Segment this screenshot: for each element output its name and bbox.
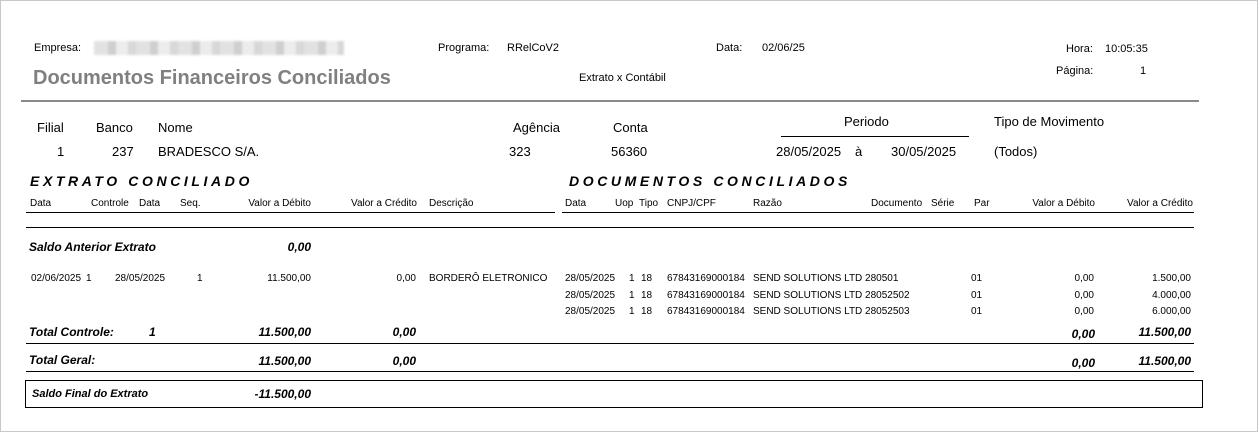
doc-col-serie: Série [931, 198, 955, 209]
agencia-value: 323 [509, 144, 531, 159]
doc-row-razao-documento: SEND SOLUTIONS LTD 28052503 [753, 306, 910, 317]
doc-row-credito: 6.000,00 [1152, 306, 1191, 317]
saldo-final-box [25, 380, 1203, 408]
filial-value: 1 [57, 144, 65, 159]
nome-value: BRADESCO S/A. [158, 144, 260, 159]
agencia-label: Agência [513, 120, 560, 135]
periodo-underline [781, 136, 969, 137]
doc-row-tipo: 18 [641, 273, 653, 284]
doc-row-uop: 1 [629, 273, 635, 284]
banco-value: 237 [112, 144, 134, 159]
doc-row-cnpj: 67843169000184 [667, 273, 745, 284]
filial-label: Filial [37, 120, 64, 135]
doc-row-credito: 1.500,00 [1152, 273, 1191, 284]
pagina-label: Página: [1056, 65, 1094, 77]
extrato-row-seq: 1 [197, 273, 203, 284]
saldo-anterior-value: 0,00 [287, 240, 311, 254]
extrato-col-descricao: Descrição [429, 198, 474, 209]
empresa-redacted [94, 41, 344, 55]
empresa-label: Empresa: [34, 42, 82, 54]
doc-row-tipo: 18 [641, 306, 653, 317]
doc-row-data: 28/05/2025 [565, 306, 616, 317]
hora-value: 10:05:35 [1105, 43, 1148, 55]
data-value: 02/06/25 [762, 42, 805, 54]
nome-label: Nome [158, 120, 193, 135]
doc-col-debito: Valor a Débito [1032, 198, 1095, 209]
extrato-section-title: EXTRATO CONCILIADO [30, 173, 253, 189]
extrato-col-data2: Data [139, 198, 161, 209]
total-controle-rule [26, 343, 1194, 344]
tipo-label: Tipo de Movimento [994, 114, 1105, 129]
total-controle-label: Total Controle: [29, 325, 114, 339]
extrato-row-controle: 1 [86, 273, 92, 284]
programa-value: RRelCoV2 [507, 42, 559, 54]
pagina-value: 1 [1140, 65, 1147, 77]
total-geral-doc-credito: 11.500,00 [1138, 354, 1191, 368]
doc-col-uop: Uop [615, 198, 634, 209]
doc-col-razao: Razão [753, 198, 782, 209]
total-controle-debito: 11.500,00 [258, 325, 311, 339]
doc-row-par: 01 [971, 290, 983, 301]
doc-row-par: 01 [971, 273, 983, 284]
extrato-col-controle: Controle [91, 198, 129, 209]
total-controle-doc-debito: 0,00 [1071, 327, 1095, 341]
extrato-col-debito: Valor a Débito [248, 198, 311, 209]
extrato-col-data: Data [30, 198, 52, 209]
periodo-start: 28/05/2025 [776, 144, 842, 159]
doc-header-rule [562, 212, 1194, 213]
data-label: Data: [716, 42, 743, 54]
doc-row-debito: 0,00 [1074, 290, 1094, 301]
doc-row-cnpj: 67843169000184 [667, 290, 745, 301]
doc-row-credito: 4.000,00 [1152, 290, 1191, 301]
total-geral-credito: 0,00 [392, 354, 416, 368]
total-geral-doc-debito: 0,00 [1071, 356, 1095, 370]
extrato-header-rule [26, 212, 555, 213]
saldo-final-value: -11.500,00 [254, 387, 311, 401]
doc-row-uop: 1 [629, 306, 635, 317]
documentos-section-title: DOCUMENTOS CONCILIADOS [569, 173, 851, 189]
doc-col-credito: Valor a Crédito [1127, 198, 1193, 209]
doc-row-data: 28/05/2025 [565, 290, 616, 301]
periodo-sep: à [855, 144, 863, 159]
extrato-row-data: 02/06/2025 [31, 273, 82, 284]
doc-col-documento: Documento [871, 198, 923, 209]
doc-row-razao-documento: SEND SOLUTIONS LTD 280501 [753, 273, 899, 284]
doc-col-data: Data [565, 198, 587, 209]
programa-label: Programa: [438, 42, 490, 54]
doc-col-cnpj: CNPJ/CPF [667, 198, 716, 209]
doc-row-uop: 1 [629, 290, 635, 301]
doc-row-debito: 0,00 [1074, 306, 1094, 317]
doc-col-par: Par [974, 198, 990, 209]
extrato-row-debito: 11.500,00 [267, 273, 311, 284]
extrato-row-credito: 0,00 [396, 273, 416, 284]
saldo-anterior-label: Saldo Anterior Extrato [29, 240, 156, 254]
conta-label: Conta [613, 120, 648, 135]
total-geral-debito: 11.500,00 [258, 354, 311, 368]
doc-row-razao-documento: SEND SOLUTIONS LTD 28052502 [753, 290, 910, 301]
doc-row-par: 01 [971, 306, 983, 317]
extrato-row-data2: 28/05/2025 [115, 273, 166, 284]
saldo-final-label: Saldo Final do Extrato [32, 388, 149, 400]
report-title: Documentos Financeiros Conciliados [33, 67, 391, 89]
total-controle-credito: 0,00 [392, 325, 416, 339]
report-subtitle: Extrato x Contábil [579, 72, 666, 84]
doc-col-tipo: Tipo [639, 198, 659, 209]
periodo-end: 30/05/2025 [891, 144, 957, 159]
total-controle-doc-credito: 11.500,00 [1138, 325, 1191, 339]
doc-row-cnpj: 67843169000184 [667, 306, 745, 317]
header-divider [21, 100, 1199, 102]
total-controle-count: 1 [149, 325, 156, 339]
doc-row-tipo: 18 [641, 290, 653, 301]
table-top-rule [26, 227, 1194, 228]
doc-row-debito: 0,00 [1074, 273, 1094, 284]
total-geral-rule [26, 371, 1194, 372]
tipo-value: (Todos) [994, 144, 1038, 159]
extrato-row-descricao: BORDERÔ ELETRONICO [429, 273, 548, 284]
total-geral-label: Total Geral: [29, 353, 96, 367]
conta-value: 56360 [611, 144, 648, 159]
periodo-label: Periodo [844, 114, 889, 129]
doc-row-data: 28/05/2025 [565, 273, 616, 284]
extrato-col-credito: Valor a Crédito [351, 198, 417, 209]
hora-label: Hora: [1066, 43, 1093, 55]
extrato-col-seq: Seq. [180, 198, 201, 209]
banco-label: Banco [96, 120, 133, 135]
